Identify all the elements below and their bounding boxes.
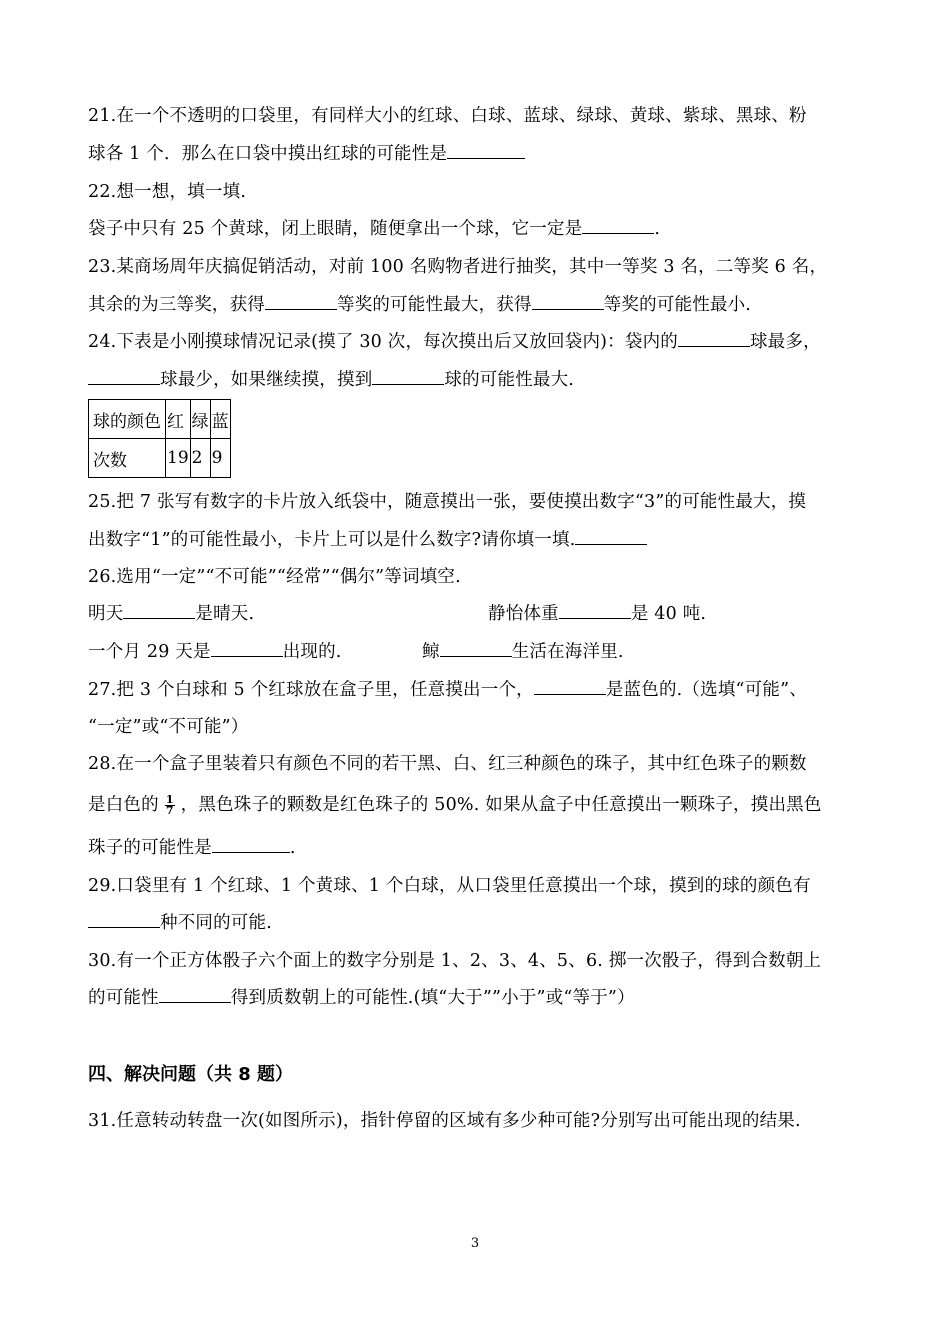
answer-blank [575,528,647,545]
q26-line-a [88,602,254,626]
q23-text-b: 等奖的可能性最大，获得 [337,295,532,315]
q28-line2 [88,793,822,817]
answer-blank [88,368,160,385]
q23-text-a: 其余的为三等奖，获得 [88,295,265,315]
q25-text: 出数字“1”的可能性最小，卡片上可以是什么数字?请你填一填. [88,530,576,550]
q24-text-b: 球最多， [749,332,821,352]
answer-blank [532,293,604,310]
q22-line1: 22.想一想，填一填. [88,182,247,202]
q26-text: 静怡体重 [488,604,559,624]
answer-blank [265,293,337,310]
page-number: 3 [470,1236,480,1251]
table-cell: 球的颜色 [89,400,166,439]
answer-blank [211,640,283,657]
q30-line1: 30.有一个正方体骰子六个面上的数字分别是 1、2、3、4、5、6. 掷一次骰子，得到合数朝上 [88,951,822,971]
q28-text-c: 珠子的可能性是 [88,838,212,858]
q26-text: 是晴天. [195,604,255,624]
q22-text-end: . [654,219,661,239]
q21-text: 球各 1 个．那么在口袋中摸出红球的可能性是 [88,144,448,164]
q27-text-b: 是蓝色的.（选填“可能”、 [605,680,807,700]
q24-text-c: 球最少，如果继续摸，摸到 [160,370,373,390]
ball-record-table [88,399,231,478]
q22-text: 袋子中只有 25 个黄球，闭上眼睛，随便拿出一个球，它一定是 [88,219,583,239]
q29-line2 [88,911,272,935]
table-cell: 19 [166,439,191,478]
q26-text: 是 40 吨. [630,604,707,624]
section-heading: 四、解决问题（共 8 题） [88,1064,294,1085]
q28-text-d: . [289,838,296,858]
answer-blank [534,678,606,695]
q23-line2 [88,293,751,317]
q27-line2: “一定”或“不可能”） [88,717,249,737]
answer-blank [678,330,750,347]
q29-text: 种不同的可能. [160,913,272,933]
q26-line-d [422,640,624,664]
q26-text: 一个月 29 天是 [88,642,211,662]
answer-blank [559,602,631,619]
answer-blank [123,602,195,619]
q24-line2 [88,368,574,392]
fraction-numerator: 1 [165,793,174,806]
q25-line2 [88,528,647,552]
q23-line1: 23.某商场周年庆搞促销活动，对前 100 名购物者进行抽奖，其中一等奖 3 名，二等奖 6 名， [88,257,828,277]
fraction-denominator: 7 [165,804,174,817]
q24-text-a: 24.下表是小刚摸球情况记录(摸了 30 次，每次摸出后又放回袋内)：袋内的 [88,332,678,352]
q26-text: 出现的. [282,642,342,662]
q24-line1 [88,330,821,354]
answer-blank [212,836,290,853]
table-cell: 9 [210,439,230,478]
q26-text: 生活在海洋里. [511,642,624,662]
q27-line1 [88,678,807,702]
answer-blank [582,217,654,234]
table-cell: 次数 [89,439,166,478]
answer-blank [159,986,231,1003]
answer-blank [447,142,525,159]
q24-text-d: 球的可能性最大. [444,370,575,390]
q29-line1: 29.口袋里有 1 个红球、1 个黄球、1 个白球，从口袋里任意摸出一个球，摸到的球的颜色有 [88,876,811,896]
q27-text-a: 27.把 3 个白球和 5 个红球放在盒子里，任意摸出一个， [88,680,534,700]
q22-line2 [88,217,660,241]
q31-line1: 31.任意转动转盘一次(如图所示)，指针停留的区域有多少种可能?分别写出可能出现的结果. [88,1111,801,1131]
table-cell: 蓝 [210,400,230,439]
answer-blank [440,640,512,657]
table-row [89,400,231,439]
q30-text-a: 的可能性 [88,988,159,1008]
q26-line-b [488,602,706,626]
table-cell: 绿 [190,400,210,439]
q30-line2 [88,986,635,1010]
q28-line1: 28.在一个盒子里装着只有颜色不同的若干黑、白、红三种颜色的珠子，其中红色珠子的颗数 [88,754,807,774]
q26-line1: 26.选用“一定”“不可能”“经常”“偶尔”等词填空. [88,567,461,587]
q26-text: 明天 [88,604,124,624]
answer-blank [372,368,444,385]
q26-line-c [88,640,342,664]
q21-line1: 21.在一个不透明的口袋里，有同样大小的红球、白球、蓝球、绿球、黄球、紫球、黑球、粉 [88,106,807,126]
table-cell: 红 [166,400,191,439]
q21-line2 [88,142,525,166]
q28-text-a: 是白色的 [88,795,159,815]
q25-line1: 25.把 7 张写有数字的卡片放入纸袋中，随意摸出一张，要使摸出数字“3”的可能性最大，摸 [88,492,807,512]
q23-text-c: 等奖的可能性最小. [603,295,752,315]
table-row [89,439,231,478]
q30-text-b: 得到质数朝上的可能性.(填“大于””小于”或“等于”） [230,988,635,1008]
q28-line3 [88,836,296,860]
answer-blank [88,911,160,928]
q26-text: 鲸 [422,642,440,662]
table-cell: 2 [190,439,210,478]
fraction [165,795,175,816]
q28-text-b: ，黑色珠子的颗数是红色珠子的 50%. 如果从盒子中任意摸出一颗珠子，摸出黑色 [180,795,822,815]
